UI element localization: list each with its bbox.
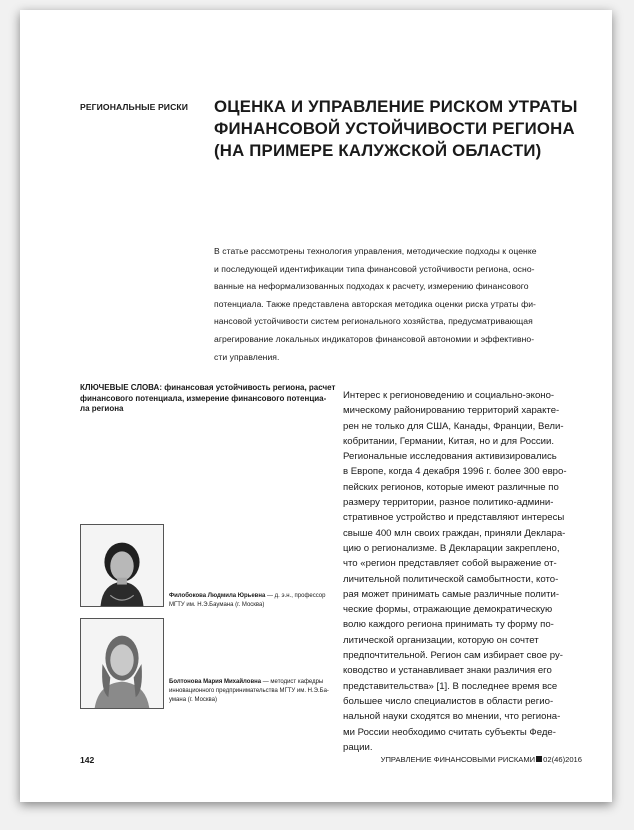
body-line: литической организации, которую он сочтет — [343, 634, 539, 646]
body-line: Интерес к регионоведению и социально-эконо- — [343, 390, 555, 401]
author-caption — [169, 678, 339, 705]
author-affiliation: МГТУ им. Н.Э.Баумана (г. Москва) — [169, 602, 265, 608]
author-affiliation: умана (г. Москва) — [169, 697, 217, 703]
abstract-line: агрегирование локальных индикаторов финансовой автономии и эффективно- — [214, 333, 535, 344]
author-position: — д. э.н., профессор — [265, 593, 326, 599]
page-number: 142 — [80, 755, 95, 765]
title-line: ОЦЕНКА И УПРАВЛЕНИЕ РИСКОМ УТРАТЫ — [214, 97, 578, 116]
abstract-line: потенциала. Также представлена авторская методика оценки риска утраты фи- — [214, 298, 536, 309]
title-line: ФИНАНСОВОЙ УСТОЙЧИВОСТИ РЕГИОНА — [214, 119, 575, 138]
author-portrait-image — [81, 619, 163, 708]
keywords-line: финансового потенциала, измерение финансового потенциа- — [80, 393, 327, 403]
body-line: рен не только для США, Канады, Франции, Вели- — [343, 420, 564, 432]
journal-issue: 02(46)2016 — [543, 755, 582, 764]
body-line: волю каждого региона принимать ту форму по- — [343, 619, 554, 631]
author-name: Филобокова Людмила Юрьевна — [169, 593, 266, 599]
journal-name: УПРАВЛЕНИЕ ФИНАНСОВЫМИ РИСКАМИ — [380, 755, 536, 764]
abstract-line: ванные на неформализованных подходах к расчету, измерению финансового — [214, 281, 529, 292]
body-line: стративное устройство и представляют интересы — [343, 512, 565, 524]
body-line: представительства» [1]. В последнее время все — [343, 680, 558, 692]
title-line: (НА ПРИМЕРЕ КАЛУЖСКОЙ ОБЛАСТИ) — [214, 141, 542, 160]
body-line: пейских регионов, которые имеют различные по — [343, 481, 559, 493]
section-rubric: РЕГИОНАЛЬНЫЕ РИСКИ — [80, 102, 188, 112]
body-line: что «регион представляет собой выражение от- — [343, 558, 557, 570]
author-photo — [80, 524, 164, 607]
abstract-line: В статье рассмотрены технология управления, методические подходы к оценке — [214, 246, 537, 256]
keywords-line: ла региона — [80, 404, 124, 414]
body-line: большее число специалистов в области регио- — [343, 695, 554, 707]
body-line: рации. — [343, 741, 373, 753]
abstract-line: и последующей идентификации типа финансовой устойчивости региона, осно- — [214, 263, 535, 274]
body-line: размеру территории, разное политико-админи- — [343, 497, 554, 509]
article-body — [343, 388, 605, 755]
body-line: в Европе, когда 4 декабря 1996 г. более 300 евро- — [343, 466, 567, 478]
body-line: ководство и устанавливает знаки различия его — [343, 665, 552, 677]
journal-footer — [381, 755, 582, 764]
author-position: — методист кафедры — [261, 679, 324, 685]
keywords-line: КЛЮЧЕВЫЕ СЛОВА: финансовая устойчивость региона, расчет — [80, 383, 336, 392]
body-line: кобритании, Германии, Китая, но и для России. — [343, 435, 555, 447]
body-line: ческие формы, отражающие демократическую — [343, 604, 553, 616]
body-line: личительной политической самобытности, кото- — [343, 573, 559, 585]
body-line: цию о регионализме. В Декларации закреплено, — [343, 542, 560, 554]
body-line: свыше 400 млн своих граждан, приняли Деклара- — [343, 527, 566, 539]
body-line: Региональные исследования активизировались — [343, 451, 557, 463]
author-portrait-image — [81, 525, 163, 606]
article-title — [214, 96, 594, 162]
journal-page — [20, 10, 612, 802]
body-line: нальной науки сходятся во мнении, что региона- — [343, 711, 561, 723]
abstract-line: сти управления. — [214, 351, 280, 362]
body-line: мическому районированию территорий характе- — [343, 405, 560, 417]
abstract-line: нансовой устойчивости систем регионального хозяйства, предусматривающая — [214, 316, 533, 327]
author-photo — [80, 618, 164, 709]
author-caption — [169, 592, 339, 610]
abstract — [214, 243, 596, 366]
body-line: ми России необходимо считать субъекты Феде- — [343, 726, 556, 738]
author-name: Болтонова Мария Михайловна — [169, 679, 262, 685]
square-separator-icon — [536, 756, 542, 762]
author-affiliation: инновационного предпринимательства МГТУ им. Н.Э.Ба- — [169, 688, 329, 694]
body-line: предпочтительной. Регион сам избирает свое ру- — [343, 650, 564, 662]
body-line: рая может принимать самые различные полити- — [343, 588, 560, 600]
keywords — [80, 383, 336, 415]
